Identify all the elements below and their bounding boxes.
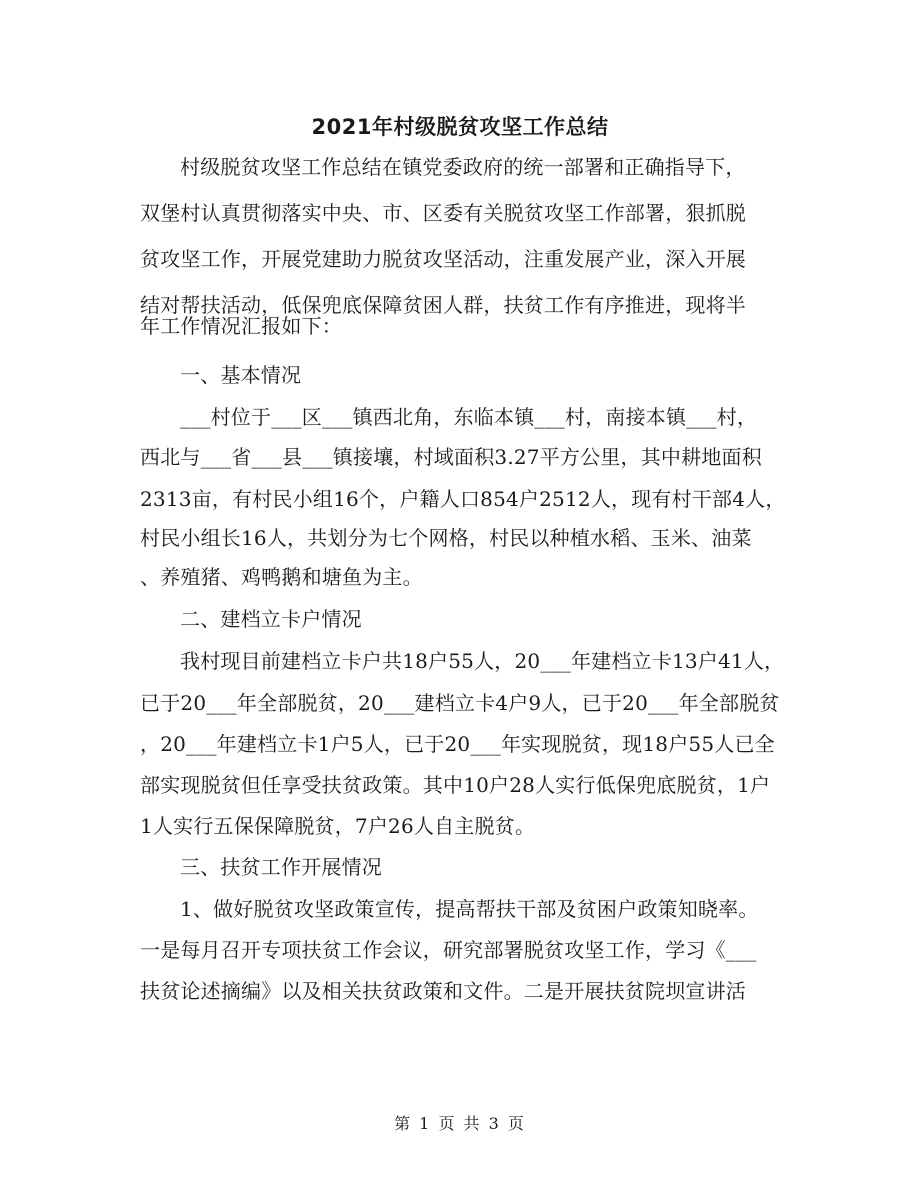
paragraph-line: ___村位于___区___镇西北角，东临本镇___村，南接本镇___村， xyxy=(180,405,758,429)
paragraph-line: 西北与___省___县___镇接壤，村域面积3.27平方公里，其中耕地面积 xyxy=(140,445,762,469)
paragraph-line: 2313亩，有村民小组16个，户籍人口854户2512人，现有村干部4人， xyxy=(140,487,786,511)
paragraph-line: 村民小组长16人，共划分为七个网格，村民以种植水稻、玉米、油菜 xyxy=(140,526,752,550)
paragraph-line: 扶贫论述摘编》以及相关扶贫政策和文件。二是开展扶贫院坝宣讲活 xyxy=(140,979,746,1003)
paragraph-line: 年工作情况汇报如下： xyxy=(140,314,342,338)
paragraph-line: 部实现脱贫但任享受扶贫政策。其中10户28人实行低保兜底脱贫，1户 xyxy=(140,773,771,797)
section-heading: 二、建档立卡户情况 xyxy=(180,607,362,631)
paragraph-line: 已于20___年全部脱贫，20___建档立卡4户9人，已于20___年全部脱贫 xyxy=(140,691,780,715)
section-heading: 一、基本情况 xyxy=(180,363,302,387)
paragraph-line: 结对帮扶活动，低保兜底保障贫困人群，扶贫工作有序推进，现将半 xyxy=(140,293,746,317)
paragraph-line: 村级脱贫攻坚工作总结在镇党委政府的统一部署和正确指导下， xyxy=(180,155,746,179)
section-heading: 三、扶贫工作开展情况 xyxy=(180,855,382,879)
paragraph-line: 我村现目前建档立卡户共18户55人，20___年建档立卡13户41人， xyxy=(180,649,785,673)
paragraph-line: 贫攻坚工作，开展党建助力脱贫攻坚活动，注重发展产业，深入开展 xyxy=(140,247,746,271)
paragraph-line: 1人实行五保保障脱贫，7户26人自主脱贫。 xyxy=(140,814,536,838)
document-title: 2021年村级脱贫攻坚工作总结 xyxy=(311,115,609,139)
page-footer: 第 1 页 共 3 页 xyxy=(394,1114,526,1133)
paragraph-line: 双堡村认真贯彻落实中央、市、区委有关脱贫攻坚工作部署，狠抓脱 xyxy=(140,201,746,225)
paragraph-line: 1、做好脱贫攻坚政策宣传，提高帮扶干部及贫困户政策知晓率。 xyxy=(180,897,759,921)
paragraph-line: 一是每月召开专项扶贫工作会议，研究部署脱贫攻坚工作，学习《___ xyxy=(140,938,757,962)
paragraph-line: ，20___年建档立卡1户5人，已于20___年实现脱贫，现18户55人已全 xyxy=(140,732,775,756)
paragraph-line: 、养殖猪、鸡鸭鹅和塘鱼为主。 xyxy=(140,565,423,589)
